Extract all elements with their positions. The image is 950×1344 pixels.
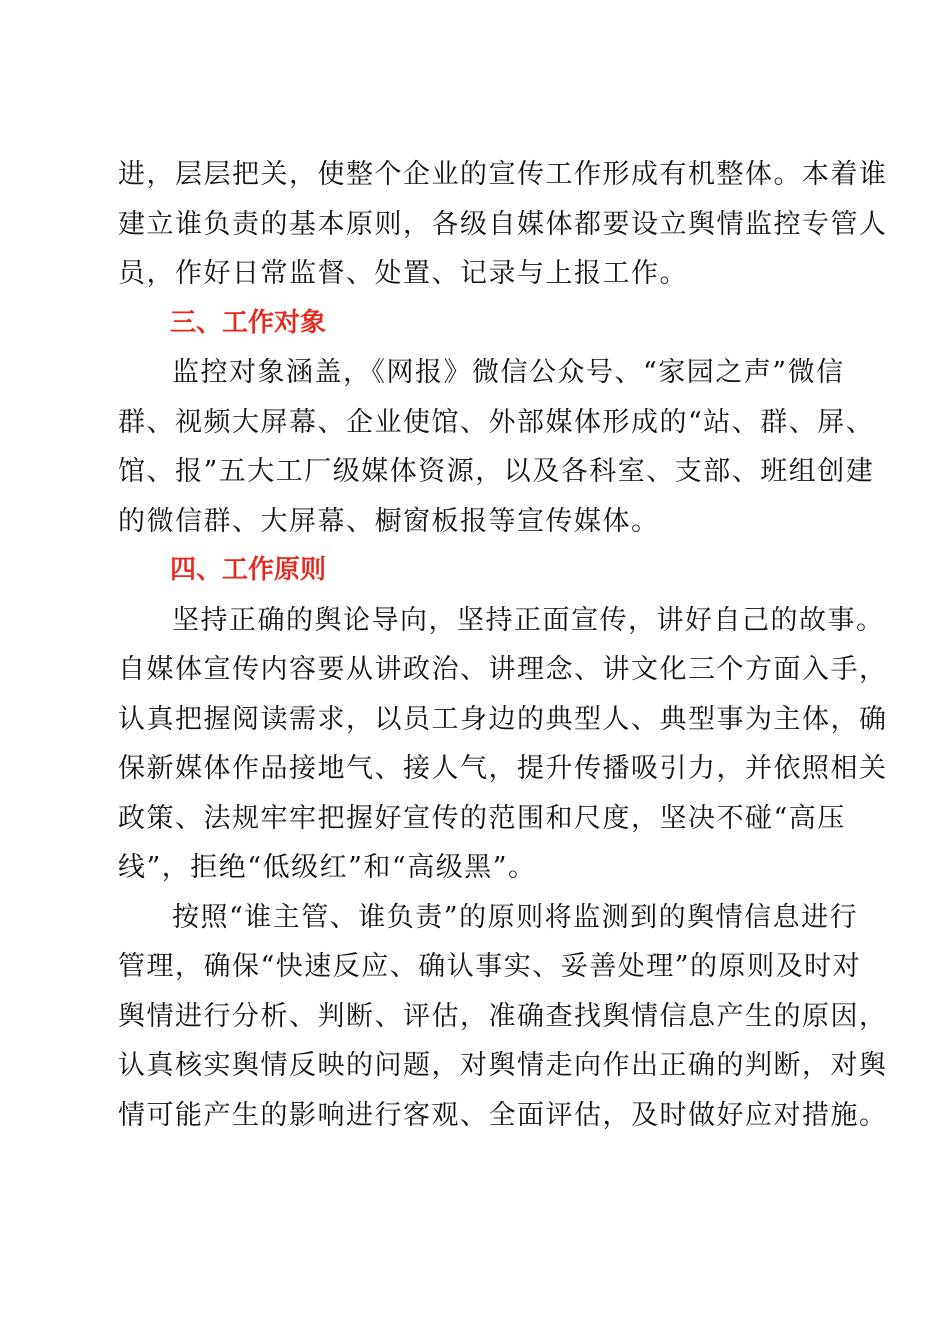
text-line: 馆、报”五大工厂级媒体资源，以及各科室、支部、班组创建 <box>118 456 875 487</box>
text-line: 舆情进行分析、判断、评估，准确查找舆情信息产生的原因， <box>118 1000 888 1032</box>
text-line: 进，层层把关，使整个企业的宣传工作形成有机整体。本着谁 <box>118 159 888 190</box>
text-line: 认真核实舆情反映的问题，对舆情走向作出正确的判断，对舆 <box>118 1050 888 1081</box>
text-line: 认真把握阅读需求，以员工身边的典型人、典型事为主体，确 <box>118 703 888 735</box>
paragraph-work-principles-2 <box>118 893 888 1141</box>
text-line: 管理，确保“快速反应、确认事实、妥善处理”的原则及时对 <box>118 951 862 982</box>
text-line: 线”，拒绝“低级红”和“高级黑”。 <box>118 852 537 883</box>
document-page <box>118 150 888 1140</box>
text-line: 政策、法规牢牢把握好宣传的范围和尺度，坚决不碰“高压 <box>118 802 846 834</box>
section-heading-work-objects: 三、工作对象 <box>170 307 327 338</box>
text-line: 员，作好日常监督、处置、记录与上报工作。 <box>118 258 688 289</box>
section-heading-work-principles: 四、工作原则 <box>170 555 327 585</box>
text-line: 情可能产生的影响进行客观、全面评估，及时做好应对措施。 <box>118 1099 888 1131</box>
text-line: 监控对象涵盖，《网报》微信公众号、“家园之声”微信 <box>172 357 845 388</box>
text-line: 保新媒体作品接地气、接人气，提升传播吸引力，并依照相关 <box>118 753 888 784</box>
text-line: 坚持正确的舆论导向，坚持正面宣传，讲好自己的故事。 <box>172 604 885 636</box>
paragraph-work-principles-1 <box>118 596 888 893</box>
text-line: 按照“谁主管、谁负责”的原则将监测到的舆情信息进行 <box>172 901 859 933</box>
text-line: 的微信群、大屏幕、橱窗板报等宣传媒体。 <box>118 505 660 537</box>
text-line: 建立谁负责的基本原则，各级自媒体都要设立舆情监控专管人 <box>118 208 888 240</box>
paragraph-work-objects <box>118 348 875 546</box>
text-line: 自媒体宣传内容要从讲政治、讲理念、讲文化三个方面入手， <box>118 654 888 685</box>
text-line: 群、视频大屏幕、企业使馆、外部媒体形成的“站、群、屏、 <box>118 406 875 438</box>
paragraph-continuation <box>118 150 888 299</box>
